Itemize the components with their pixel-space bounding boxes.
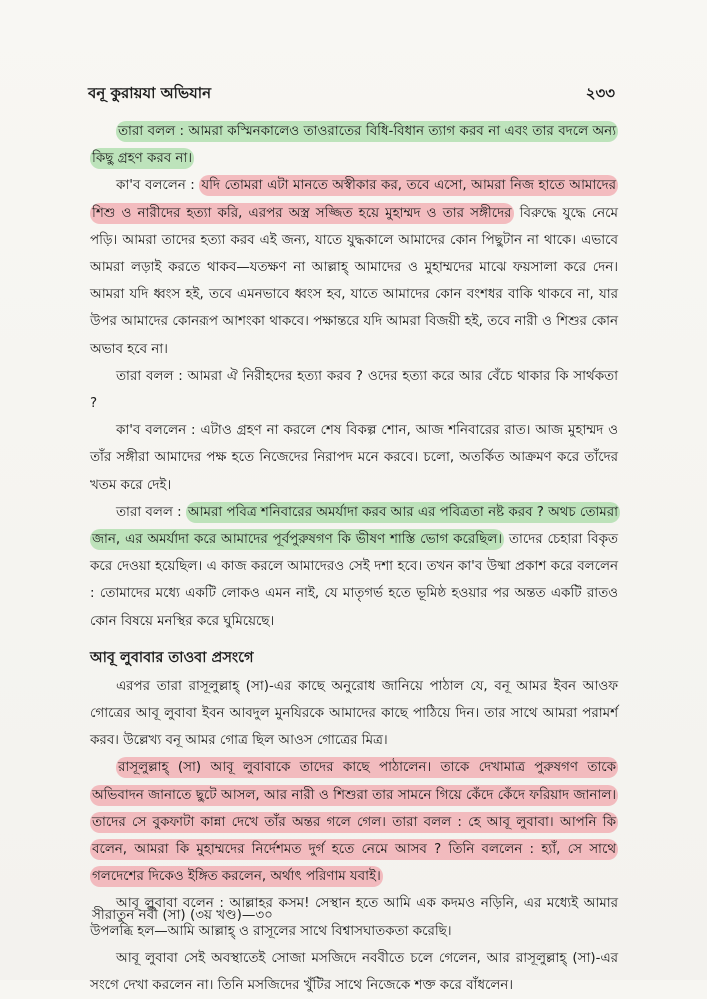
running-header [88, 82, 615, 108]
paragraph-8: আবূ লুবাবা বলেন : আল্লাহর কসম! সেস্থান হতে আমি এক কদমও নড়িনি, এর মধ্যেই আমার উপলব্ধি হল—আমি আল্লাহ্ ও রাসূলের সাথে বিশ্বাসঘাতকতা করেছি। [90, 896, 618, 939]
section-heading: আবূ লুবাবার তাওবা প্রসংগে [90, 649, 254, 666]
green-highlight: আমরা পবিত্র শনিবারের অমর্যাদা করব আর এর পবিত্রতা নষ্ট করব ? অথচ তোমরা জান, এর অমর্যাদা করে আমাদের পূর্বপুরুষগণ কি ভীষণ শাস্তি ভোগ করেছিল। [90, 502, 620, 550]
paragraph-7 [90, 754, 618, 890]
paragraph-3: তারা বলল : আমরা ঐ নিরীহদের হত্যা করব ? ওদের হত্যা করে আর বেঁচে থাকার কি সার্থকতা ? [90, 368, 618, 412]
page-body [90, 118, 618, 999]
paragraph-1 [90, 118, 618, 172]
paragraph-4: কা'ব বললেন : এটাও গ্রহণ না করলে শেষ বিকল্প শোন, আজ শনিবারের রাত। আজ মুহাম্মদ ও তাঁর সঙ্গীরা আমাদের পক্ষ হতে নিজেদের নিরাপদ মনে করবে। চলো, অতর্কিত আক্রমণ করে তাঁদের খতম করে দেই। [90, 423, 618, 493]
speaker-label: কা'ব বললেন : [116, 178, 195, 194]
paragraph-5 [90, 499, 618, 635]
speaker-label: তারা বলল : [116, 504, 182, 520]
paragraph-9: আবূ লুবাবা সেই অবস্থাতেই সোজা মসজিদে নববীতে চলে গেলেন, আর রাসূলুল্লাহ্ (সা)-এর সংগে দেখা করলেন না। তিনি মসজিদের খুঁটির সাথে নিজেকে শক্ত করে বাঁধলেন। [90, 950, 618, 994]
red-highlight: যদি তোমরা এটা মানতে অস্বীকার কর, তবে এসো, আমরা নিজ হাতে আমাদের শিশু ও নারীদের হত্যা করি, এরপর অস্ত্র সজ্জিত হয়ে মুহাম্মদ ও তার সঙ্গীদের [90, 175, 618, 223]
paragraph-text: বিরুদ্ধে যুদ্ধে নেমে পড়ি। আমরা তাদের হত্যা করব এই জন্য, যাতে যুদ্ধকালে আমাদের কোন পিছুটান না থাকে। এভাবে আমরা লড়াই করতে থাকব—যতক্ষণ না আল্লাহ্ আমাদের ও মুহাম্মদের মাঝে ফয়সালা করে দেন। আমরা যদি ধ্বংস হই, তবে এমনভাবে ধ্বংস হব, যাতে আমাদের কোন বংশধর বাকি থাকবে না, যার উপর আমাদের কোনরূপ আশংকা থাকবে। পক্ষান্তরে যদি আমরা বিজয়ী হই, তবে নারী ও শিশুর কোন অভাব হবে না। [90, 205, 618, 357]
paragraph-text: তাদের চেহারা বিকৃত করে দেওয়া হয়েছিল। এ কাজ করলে আমাদেরও সেই দশা হবে। তখন কা'ব উষ্মা প্রকাশ করে বললেন : তোমাদের মধ্যে একটি লোকও এমন নাই, যে মাতৃগর্ভ হতে ভূমিষ্ঠ হওয়ার পর অন্তত একটি রাতও কোন বিষয়ে মনস্থির করে ঘুমিয়েছে। [90, 532, 618, 629]
paragraph-6: এরপর তারা রাসূলুল্লাহ্ (সা)-এর কাছে অনুরোধ জানিয়ে পাঠাল যে, বনূ আমর ইবন আওফ গোত্রের আবূ লুবাবা ইবন আবদুল মুনযিরকে আমাদের কাছে পাঠিয়ে দিন। তার সাথে আমরা পরামর্শ করব। উল্লেখ্য বনূ আমর গোত্র ছিল আওস গোত্রের মিত্র। [90, 678, 618, 749]
paragraph-2 [90, 172, 618, 362]
green-highlight: তারা বলল : আমরা কস্মিনকালেও তাওরাতের বিধি-বিধান ত্যাগ করব না এবং তার বদলে অন্য কিছু গ্রহণ করব না। [90, 121, 618, 169]
red-highlight: রাসূলুল্লাহ্ (সা) আবূ লুবাবাকে তাদের কাছে পাঠালেন। তাকে দেখামাত্র পুরুষগণ তাকে অভিবাদন জানাতে ছুটে আসল, আর নারী ও শিশুরা তার সামনে গিয়ে কেঁদে কেঁদে ফরিয়াদ জানাল। তাদের সে বুকফাটা কান্না দেখে তাঁর অন্তর গলে গেল। তারা বলল : হে আবূ লুবাবা। আপনি কি বলেন, আমরা কি মুহাম্মদের নির্দেশমত দুর্গ হতে নেমে আসব ? তিনি বললেন : হ্যাঁ, সে সাথে গলদেশের দিকেও ইঙ্গিত করলেন, অর্থাৎ পরিণাম যবাই। [90, 757, 618, 887]
page-footer: সীরাতুন নবী (সা) (৩য় খণ্ড)—৩০ [92, 907, 273, 923]
chapter-title: বনূ কুরায়যা অভিযান [88, 84, 212, 102]
page-number: ২৩৩ [585, 84, 615, 102]
